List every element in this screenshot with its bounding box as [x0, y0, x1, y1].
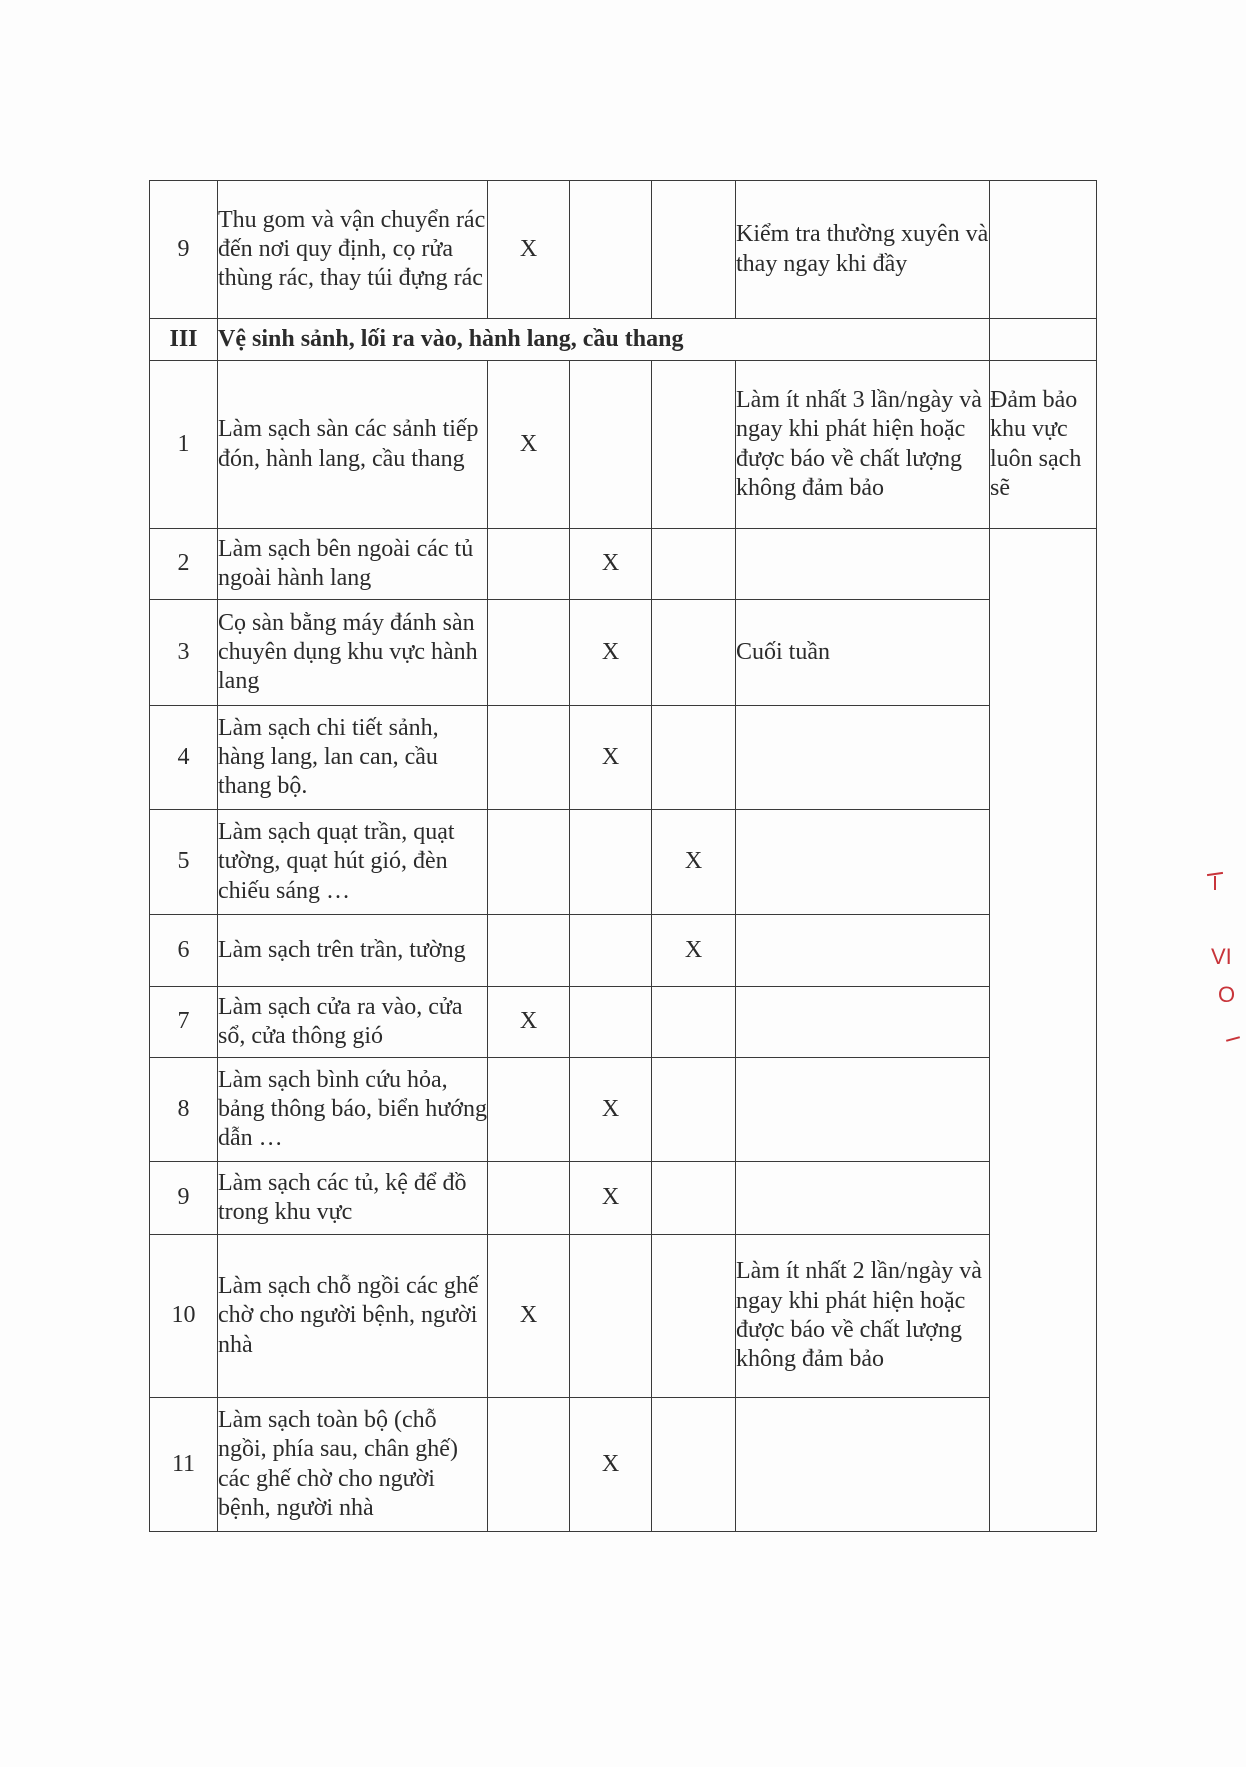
frequency-mark-3 — [652, 1162, 736, 1235]
row-number: 1 — [150, 361, 218, 529]
frequency-mark-1: X — [488, 361, 570, 529]
frequency-mark-2: X — [570, 1398, 652, 1532]
section-row — [150, 319, 1097, 361]
table-row — [150, 706, 1097, 810]
frequency-mark-2 — [570, 810, 652, 915]
section-empty-cell — [990, 319, 1097, 361]
table-row — [150, 810, 1097, 915]
frequency-mark-3 — [652, 987, 736, 1058]
section-number: III — [150, 319, 218, 361]
table-row — [150, 1235, 1097, 1398]
margin-stamp-stroke — [1226, 1036, 1240, 1042]
table-row — [150, 1058, 1097, 1162]
table-row — [150, 1162, 1097, 1235]
task-description: Làm sạch quạt trần, quạt tường, quạt hút gió, đèn chiếu sáng … — [218, 810, 488, 915]
task-note: Cuối tuần — [736, 600, 990, 706]
frequency-mark-2 — [570, 915, 652, 987]
frequency-mark-1 — [488, 529, 570, 600]
frequency-mark-2: X — [570, 600, 652, 706]
task-note — [736, 1398, 990, 1532]
task-note — [736, 1058, 990, 1162]
table-row — [150, 529, 1097, 600]
row-number: 8 — [150, 1058, 218, 1162]
task-description: Làm sạch chi tiết sảnh, hàng lang, lan can, cầu thang bộ. — [218, 706, 488, 810]
row-number: 4 — [150, 706, 218, 810]
row-number: 3 — [150, 600, 218, 706]
task-table — [149, 180, 1097, 1532]
frequency-mark-2: X — [570, 1162, 652, 1235]
row-number: 9 — [150, 181, 218, 319]
row-number: 11 — [150, 1398, 218, 1532]
task-description: Thu gom và vận chuyển rác đến nơi quy định, cọ rửa thùng rác, thay túi đựng rác — [218, 181, 488, 319]
task-description: Làm sạch bên ngoài các tủ ngoài hành lang — [218, 529, 488, 600]
table-row — [150, 600, 1097, 706]
row-number: 2 — [150, 529, 218, 600]
task-note — [736, 987, 990, 1058]
table-row — [150, 987, 1097, 1058]
task-description: Làm sạch toàn bộ (chỗ ngồi, phía sau, chân ghế) các ghế chờ cho người bệnh, người nhà — [218, 1398, 488, 1532]
task-requirement: Đảm bảo khu vực luôn sạch sẽ — [990, 361, 1097, 529]
table-row — [150, 181, 1097, 319]
frequency-mark-3 — [652, 361, 736, 529]
frequency-mark-1 — [488, 1162, 570, 1235]
frequency-mark-1 — [488, 810, 570, 915]
frequency-mark-1: X — [488, 1235, 570, 1398]
row-number: 7 — [150, 987, 218, 1058]
task-description: Làm sạch bình cứu hỏa, bảng thông báo, biển hướng dẫn … — [218, 1058, 488, 1162]
frequency-mark-3 — [652, 1058, 736, 1162]
frequency-mark-1 — [488, 600, 570, 706]
task-description: Làm sạch cửa ra vào, cửa sổ, cửa thông gió — [218, 987, 488, 1058]
task-description: Làm sạch các tủ, kệ để đồ trong khu vực — [218, 1162, 488, 1235]
table-row — [150, 1398, 1097, 1532]
row-number: 9 — [150, 1162, 218, 1235]
task-note — [736, 1162, 990, 1235]
frequency-mark-2 — [570, 1235, 652, 1398]
section-title: Vệ sinh sảnh, lối ra vào, hành lang, cầu thang — [218, 319, 990, 361]
frequency-mark-3 — [652, 600, 736, 706]
frequency-mark-3 — [652, 181, 736, 319]
task-description: Làm sạch chỗ ngồi các ghế chờ cho người bệnh, người nhà — [218, 1235, 488, 1398]
task-note — [736, 706, 990, 810]
task-requirement — [990, 181, 1097, 319]
task-note: Làm ít nhất 3 lần/ngày và ngay khi phát hiện hoặc được báo về chất lượng không đảm bảo — [736, 361, 990, 529]
frequency-mark-1: X — [488, 181, 570, 319]
frequency-mark-3 — [652, 1235, 736, 1398]
frequency-mark-1 — [488, 915, 570, 987]
table-row — [150, 361, 1097, 529]
frequency-mark-1 — [488, 706, 570, 810]
requirement-merged-cell — [990, 529, 1097, 1532]
task-description: Cọ sàn bằng máy đánh sàn chuyên dụng khu vực hành lang — [218, 600, 488, 706]
margin-stamp-text: O — [1218, 982, 1236, 1007]
frequency-mark-2: X — [570, 706, 652, 810]
task-note — [736, 529, 990, 600]
frequency-mark-3 — [652, 529, 736, 600]
row-number: 10 — [150, 1235, 218, 1398]
frequency-mark-2: X — [570, 1058, 652, 1162]
task-description: Làm sạch sàn các sảnh tiếp đón, hành lang, cầu thang — [218, 361, 488, 529]
margin-stamp-text: VI — [1211, 944, 1232, 969]
frequency-mark-3: X — [652, 810, 736, 915]
frequency-mark-2: X — [570, 529, 652, 600]
frequency-mark-2 — [570, 987, 652, 1058]
frequency-mark-2 — [570, 361, 652, 529]
frequency-mark-1: X — [488, 987, 570, 1058]
frequency-mark-2 — [570, 181, 652, 319]
task-note — [736, 915, 990, 987]
table-row — [150, 915, 1097, 987]
task-note: Làm ít nhất 2 lần/ngày và ngay khi phát hiện hoặc được báo về chất lượng không đảm bảo — [736, 1235, 990, 1398]
frequency-mark-3: X — [652, 915, 736, 987]
margin-stamp-stroke — [1214, 876, 1216, 890]
frequency-mark-3 — [652, 1398, 736, 1532]
task-note: Kiểm tra thường xuyên và thay ngay khi đầy — [736, 181, 990, 319]
task-description: Làm sạch trên trần, tường — [218, 915, 488, 987]
frequency-mark-3 — [652, 706, 736, 810]
row-number: 5 — [150, 810, 218, 915]
row-number: 6 — [150, 915, 218, 987]
frequency-mark-1 — [488, 1058, 570, 1162]
task-note — [736, 810, 990, 915]
frequency-mark-1 — [488, 1398, 570, 1532]
